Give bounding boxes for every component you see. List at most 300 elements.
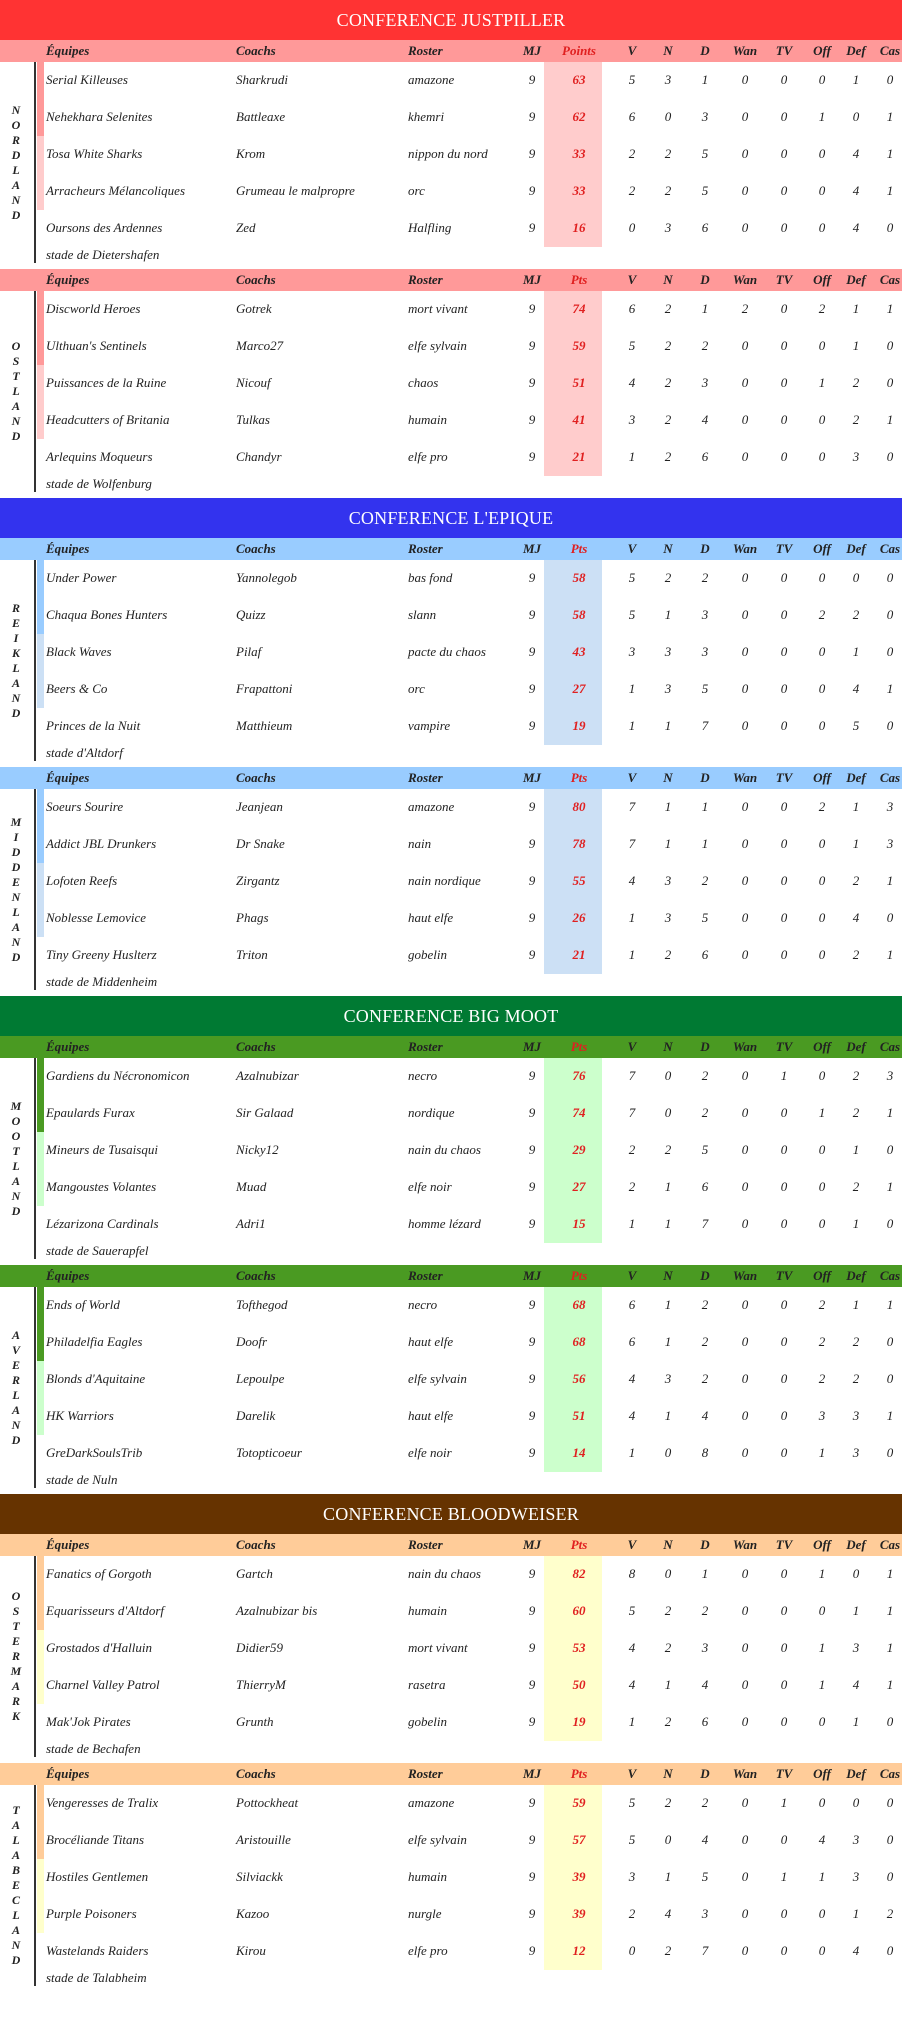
column-header-mj: MJ: [522, 1268, 542, 1283]
cell-roster: elfe pro: [408, 449, 448, 464]
cell-wan: 0: [741, 338, 749, 353]
cell-roster: amazone: [408, 799, 455, 814]
column-header-teams: Équipes: [46, 1537, 90, 1552]
cell-coachs: Tofthegod: [236, 1297, 288, 1312]
cell-tv: 0: [780, 1142, 788, 1157]
column-header-cas: Cas: [879, 1268, 901, 1283]
cell-off: 0: [818, 873, 826, 888]
cell-mj: 9: [528, 1943, 536, 1958]
cell-coachs: Azalnubizar: [236, 1068, 299, 1083]
cell-mj: 9: [528, 947, 536, 962]
cell-coachs: Totopticoeur: [236, 1445, 302, 1460]
cell-coachs: Muad: [236, 1179, 267, 1194]
column-header-wan: Wan: [732, 43, 758, 58]
cell-coachs: Nicouf: [236, 375, 271, 390]
cell-d: 4: [701, 1832, 709, 1847]
cell-roster: amazone: [408, 72, 455, 87]
cell-n: 3: [664, 220, 672, 235]
cell-tv: 0: [780, 1906, 788, 1921]
cell-cas: 1: [886, 1408, 894, 1423]
cell-cas: 0: [886, 1334, 894, 1349]
column-header-coachs: Coachs: [236, 1268, 276, 1283]
cell-tv: 0: [780, 183, 788, 198]
cell-off: 0: [818, 146, 826, 161]
table-row: [0, 1203, 902, 1243]
table-row: [0, 789, 902, 826]
cell-d: 6: [701, 947, 709, 962]
cell-points: 62: [572, 109, 586, 124]
column-header-row: [0, 1265, 902, 1287]
division-name-letter: D: [11, 949, 21, 964]
cell-roster: elfe sylvain: [408, 338, 467, 353]
cell-d: 2: [701, 1795, 709, 1810]
cell-d: 3: [701, 109, 709, 124]
column-header-points: Points: [562, 43, 596, 58]
column-header-def: Def: [846, 1268, 866, 1283]
table-row: [0, 173, 902, 210]
column-header-cas: Cas: [879, 1537, 901, 1552]
division-name-letter: R: [11, 600, 20, 615]
cell-off: 0: [818, 644, 826, 659]
table-row: [0, 62, 902, 99]
cell-mj: 9: [528, 412, 536, 427]
cell-coachs: Pilaf: [236, 644, 262, 659]
cell-cas: 0: [886, 338, 894, 353]
table-row: [0, 1287, 902, 1324]
cell-roster: bas fond: [408, 570, 453, 585]
cell-points: 21: [572, 449, 586, 464]
cell-teams: Addict JBL Drunkers: [46, 836, 157, 851]
cell-wan: 0: [741, 109, 749, 124]
cell-teams: Black Waves: [46, 644, 112, 659]
cell-d: 6: [701, 220, 709, 235]
cell-wan: 0: [741, 1334, 749, 1349]
cell-points: 59: [572, 1795, 586, 1810]
cell-d: 7: [701, 1216, 709, 1231]
division-name-letter: A: [11, 675, 20, 690]
cell-mj: 9: [528, 1714, 536, 1729]
cell-d: 2: [701, 1603, 709, 1618]
cell-teams: Purple Poisoners: [46, 1906, 137, 1921]
cell-v: 4: [628, 1371, 636, 1386]
cell-tv: 0: [780, 1603, 788, 1618]
cell-cas: 0: [886, 607, 894, 622]
column-header-coachs: Coachs: [236, 770, 276, 785]
division-name-letter: A: [11, 399, 20, 413]
cell-def: 4: [852, 146, 860, 161]
stadium-name: stade de Nuln: [46, 1472, 118, 1487]
cell-mj: 9: [528, 1795, 536, 1810]
cell-d: 1: [701, 301, 709, 316]
cell-v: 1: [628, 947, 636, 962]
division-name-letter: O: [11, 1113, 21, 1128]
cell-off: 0: [818, 570, 826, 585]
cell-teams: Nehekhara Selenites: [46, 109, 153, 124]
cell-n: 1: [664, 1677, 672, 1692]
cell-points: 63: [572, 72, 586, 87]
cell-points: 59: [572, 338, 586, 353]
cell-teams: Lofoten Reefs: [46, 873, 118, 888]
column-header-def: Def: [846, 541, 866, 556]
cell-roster: humain: [408, 1603, 447, 1618]
cell-tv: 1: [780, 1795, 788, 1810]
division-name-letter: E: [11, 1357, 20, 1372]
column-header-row: [0, 538, 902, 560]
column-header-def: Def: [846, 272, 866, 287]
cell-def: 3: [852, 1832, 860, 1847]
cell-teams: Epaulards Furax: [46, 1105, 135, 1120]
cell-wan: 0: [741, 1943, 749, 1958]
cell-points: 74: [572, 301, 586, 316]
cell-teams: Brocéliande Titans: [46, 1832, 145, 1847]
cell-wan: 0: [741, 412, 749, 427]
cell-coachs: Zed: [236, 220, 256, 235]
column-header-v: V: [627, 1039, 637, 1054]
cell-cas: 0: [886, 449, 894, 464]
cell-tv: 0: [780, 836, 788, 851]
cell-off: 0: [818, 72, 826, 87]
table-row: [0, 1324, 902, 1361]
cell-v: 2: [628, 1179, 636, 1194]
table-row: [0, 671, 902, 708]
division-name-letter: L: [12, 384, 20, 398]
cell-v: 1: [628, 449, 636, 464]
table-row: [0, 365, 902, 402]
table-row: [0, 1859, 902, 1896]
column-header-d: D: [700, 1537, 710, 1552]
division-name-letter: D: [11, 705, 21, 720]
cell-roster: Halfling: [408, 220, 452, 235]
cell-off: 0: [818, 681, 826, 696]
cell-teams: Headcutters of Britania: [46, 412, 170, 427]
division-name-letter: R: [11, 1649, 20, 1663]
cell-teams: Beers & Co: [46, 681, 108, 696]
cell-teams: Tiny Greeny Huslterz: [46, 947, 157, 962]
cell-v: 4: [628, 1408, 636, 1423]
cell-wan: 0: [741, 375, 749, 390]
cell-tv: 0: [780, 375, 788, 390]
cell-n: 2: [664, 1640, 672, 1655]
column-header-n: N: [663, 541, 673, 556]
cell-v: 1: [628, 1714, 636, 1729]
cell-coachs: Grumeau le malpropre: [236, 183, 355, 198]
cell-v: 4: [628, 873, 636, 888]
column-header-wan: Wan: [732, 272, 758, 287]
cell-mj: 9: [528, 183, 536, 198]
cell-teams: Wastelands Raiders: [46, 1943, 149, 1958]
cell-n: 3: [664, 681, 672, 696]
table-row: [0, 1361, 902, 1398]
column-header-roster: Roster: [408, 272, 443, 287]
division-name-letter: L: [12, 1158, 20, 1173]
cell-d: 1: [701, 799, 709, 814]
cell-off: 0: [818, 449, 826, 464]
column-header-off: Off: [813, 43, 831, 58]
cell-off: 0: [818, 1714, 826, 1729]
cell-def: 1: [852, 1142, 860, 1157]
cell-teams: Mak'Jok Pirates: [46, 1714, 131, 1729]
division-name-letter: N: [11, 414, 21, 428]
cell-d: 4: [701, 412, 709, 427]
cell-coachs: Adri1: [236, 1216, 266, 1231]
division-name-letter: B: [11, 1863, 20, 1877]
cell-off: 0: [818, 1068, 826, 1083]
cell-cas: 1: [886, 681, 894, 696]
cell-cas: 0: [886, 1832, 894, 1847]
cell-wan: 0: [741, 1068, 749, 1083]
cell-coachs: Tulkas: [236, 412, 270, 427]
column-header-roster: Roster: [408, 1268, 443, 1283]
cell-off: 1: [818, 1105, 826, 1120]
cell-points: 74: [572, 1105, 586, 1120]
cell-teams: Charnel Valley Patrol: [46, 1677, 160, 1692]
cell-off: 2: [818, 301, 826, 316]
cell-n: 0: [664, 1832, 672, 1847]
cell-def: 0: [852, 109, 860, 124]
cell-v: 8: [628, 1566, 636, 1581]
cell-tv: 0: [780, 72, 788, 87]
cell-points: 39: [572, 1869, 586, 1884]
cell-cas: 1: [886, 873, 894, 888]
cell-teams: Gardiens du Nécronomicon: [46, 1068, 190, 1083]
cell-tv: 0: [780, 873, 788, 888]
cell-def: 1: [852, 1603, 860, 1618]
cell-def: 0: [852, 1566, 860, 1581]
cell-points: 26: [572, 910, 586, 925]
cell-v: 0: [628, 220, 636, 235]
cell-off: 1: [818, 1640, 826, 1655]
cell-off: 0: [818, 910, 826, 925]
column-header-roster: Roster: [408, 1537, 443, 1552]
cell-cas: 1: [886, 1105, 894, 1120]
cell-mj: 9: [528, 1105, 536, 1120]
cell-n: 2: [664, 1943, 672, 1958]
cell-def: 2: [852, 607, 860, 622]
cell-cas: 0: [886, 1869, 894, 1884]
cell-coachs: Matthieum: [236, 718, 293, 733]
cell-roster: pacte du chaos: [408, 644, 486, 659]
table-row: [0, 560, 902, 597]
column-header-cas: Cas: [879, 272, 901, 287]
division-name-letter: V: [11, 1342, 20, 1357]
table-row: [0, 1058, 902, 1095]
cell-off: 0: [818, 718, 826, 733]
cell-v: 5: [628, 1603, 636, 1618]
column-header-row: [0, 767, 902, 789]
cell-cas: 1: [886, 1603, 894, 1618]
cell-mj: 9: [528, 1179, 536, 1194]
cell-def: 0: [852, 1795, 860, 1810]
cell-coachs: Quizz: [236, 607, 266, 622]
division-name-letter: A: [11, 1173, 20, 1188]
cell-off: 2: [818, 799, 826, 814]
cell-mj: 9: [528, 718, 536, 733]
column-header-v: V: [627, 770, 637, 785]
column-header-mj: MJ: [522, 541, 542, 556]
cell-n: 2: [664, 1142, 672, 1157]
cell-tv: 0: [780, 220, 788, 235]
cell-coachs: Phags: [236, 910, 269, 925]
cell-cas: 0: [886, 1216, 894, 1231]
cell-def: 2: [852, 1371, 860, 1386]
cell-def: 2: [852, 1334, 860, 1349]
division-name-letter: A: [11, 919, 20, 934]
table-row: [0, 439, 902, 476]
cell-d: 2: [701, 338, 709, 353]
cell-n: 1: [664, 607, 672, 622]
cell-cas: 1: [886, 1566, 894, 1581]
division-name-letter: C: [11, 1893, 20, 1907]
column-header-points: Pts: [570, 272, 588, 287]
cell-cas: 0: [886, 1445, 894, 1460]
cell-teams: Arlequins Moqueurs: [46, 449, 153, 464]
cell-cas: 1: [886, 301, 894, 316]
cell-cas: 0: [886, 1142, 894, 1157]
cell-cas: 1: [886, 109, 894, 124]
cell-n: 3: [664, 644, 672, 659]
cell-roster: chaos: [408, 375, 439, 390]
cell-n: 2: [664, 301, 672, 316]
cell-v: 3: [628, 1869, 636, 1884]
cell-def: 1: [852, 644, 860, 659]
cell-wan: 0: [741, 1795, 749, 1810]
cell-points: 43: [572, 644, 586, 659]
cell-tv: 0: [780, 146, 788, 161]
cell-cas: 1: [886, 1297, 894, 1312]
table-row: [0, 863, 902, 900]
cell-wan: 0: [741, 449, 749, 464]
column-header-points: Pts: [570, 1766, 588, 1781]
column-header-v: V: [627, 1766, 637, 1781]
column-header-teams: Équipes: [46, 1039, 90, 1054]
cell-d: 2: [701, 1105, 709, 1120]
column-header-def: Def: [846, 1537, 866, 1552]
cell-mj: 9: [528, 1677, 536, 1692]
cell-points: 29: [572, 1142, 586, 1157]
cell-def: 2: [852, 1068, 860, 1083]
cell-v: 5: [628, 1795, 636, 1810]
conference-title: CONFERENCE JUSTPILLER: [0, 0, 902, 40]
cell-n: 0: [664, 1445, 672, 1460]
cell-cas: 1: [886, 146, 894, 161]
cell-def: 4: [852, 681, 860, 696]
cell-coachs: Chandyr: [236, 449, 282, 464]
cell-tv: 0: [780, 1943, 788, 1958]
cell-cas: 1: [886, 1640, 894, 1655]
cell-d: 7: [701, 1943, 709, 1958]
cell-roster: homme lézard: [408, 1216, 481, 1231]
cell-teams: Noblesse Lemovice: [46, 910, 147, 925]
cell-mj: 9: [528, 1334, 536, 1349]
division-name-letter: L: [12, 904, 20, 919]
cell-tv: 0: [780, 1334, 788, 1349]
cell-n: 2: [664, 338, 672, 353]
table-row: [0, 1933, 902, 1970]
division-name-letter: T: [12, 369, 20, 383]
table-row: [0, 1630, 902, 1667]
cell-wan: 0: [741, 1677, 749, 1692]
cell-roster: haut elfe: [408, 910, 454, 925]
cell-wan: 0: [741, 1566, 749, 1581]
cell-n: 2: [664, 146, 672, 161]
cell-v: 5: [628, 1832, 636, 1847]
cell-wan: 0: [741, 1297, 749, 1312]
division-name-letter: I: [13, 829, 19, 844]
cell-tv: 0: [780, 1714, 788, 1729]
cell-roster: vampire: [408, 718, 451, 733]
cell-roster: necro: [408, 1068, 438, 1083]
cell-off: 0: [818, 1943, 826, 1958]
column-header-cas: Cas: [879, 1039, 901, 1054]
cell-v: 7: [628, 836, 636, 851]
column-header-n: N: [663, 1268, 673, 1283]
cell-off: 0: [818, 412, 826, 427]
column-header-d: D: [700, 1766, 710, 1781]
cell-wan: 0: [741, 72, 749, 87]
column-header-mj: MJ: [522, 272, 542, 287]
cell-off: 0: [818, 836, 826, 851]
cell-mj: 9: [528, 1640, 536, 1655]
cell-wan: 0: [741, 681, 749, 696]
cell-teams: Philadelfia Eagles: [46, 1334, 143, 1349]
column-header-d: D: [700, 43, 710, 58]
cell-cas: 0: [886, 644, 894, 659]
column-header-off: Off: [813, 1766, 831, 1781]
cell-wan: 0: [741, 570, 749, 585]
cell-tv: 0: [780, 1297, 788, 1312]
cell-coachs: Marco27: [236, 338, 284, 353]
cell-coachs: Nicky12: [236, 1142, 279, 1157]
cell-roster: nain du chaos: [408, 1142, 481, 1157]
division-name-letter: A: [11, 1848, 20, 1862]
cell-mj: 9: [528, 109, 536, 124]
cell-d: 4: [701, 1677, 709, 1692]
cell-wan: 0: [741, 1714, 749, 1729]
cell-coachs: Doofr: [236, 1334, 268, 1349]
cell-d: 5: [701, 681, 709, 696]
column-header-mj: MJ: [522, 43, 542, 58]
cell-roster: haut elfe: [408, 1408, 454, 1423]
division-name-letter: D: [11, 844, 21, 859]
conference-title: CONFERENCE BLOODWEISER: [0, 1494, 902, 1534]
cell-d: 3: [701, 1906, 709, 1921]
cell-wan: 0: [741, 1445, 749, 1460]
column-header-wan: Wan: [732, 1039, 758, 1054]
column-header-d: D: [700, 770, 710, 785]
column-header-v: V: [627, 43, 637, 58]
cell-wan: 0: [741, 873, 749, 888]
cell-off: 0: [818, 1906, 826, 1921]
stadium-name: stade de Sauerapfel: [46, 1243, 149, 1258]
cell-roster: rasetra: [408, 1677, 446, 1692]
cell-cas: 1: [886, 1677, 894, 1692]
cell-points: 76: [572, 1068, 586, 1083]
cell-v: 5: [628, 570, 636, 585]
table-row: [0, 934, 902, 974]
cell-d: 2: [701, 570, 709, 585]
cell-teams: Hostiles Gentlemen: [46, 1869, 149, 1884]
column-header-row: [0, 1534, 902, 1556]
cell-mj: 9: [528, 570, 536, 585]
cell-def: 1: [852, 1714, 860, 1729]
cell-coachs: Triton: [236, 947, 268, 962]
cell-points: 19: [572, 718, 586, 733]
cell-cas: 0: [886, 1714, 894, 1729]
column-header-row: [0, 269, 902, 291]
cell-v: 6: [628, 301, 636, 316]
column-header-v: V: [627, 1537, 637, 1552]
conference-title: CONFERENCE L'EPIQUE: [0, 498, 902, 538]
